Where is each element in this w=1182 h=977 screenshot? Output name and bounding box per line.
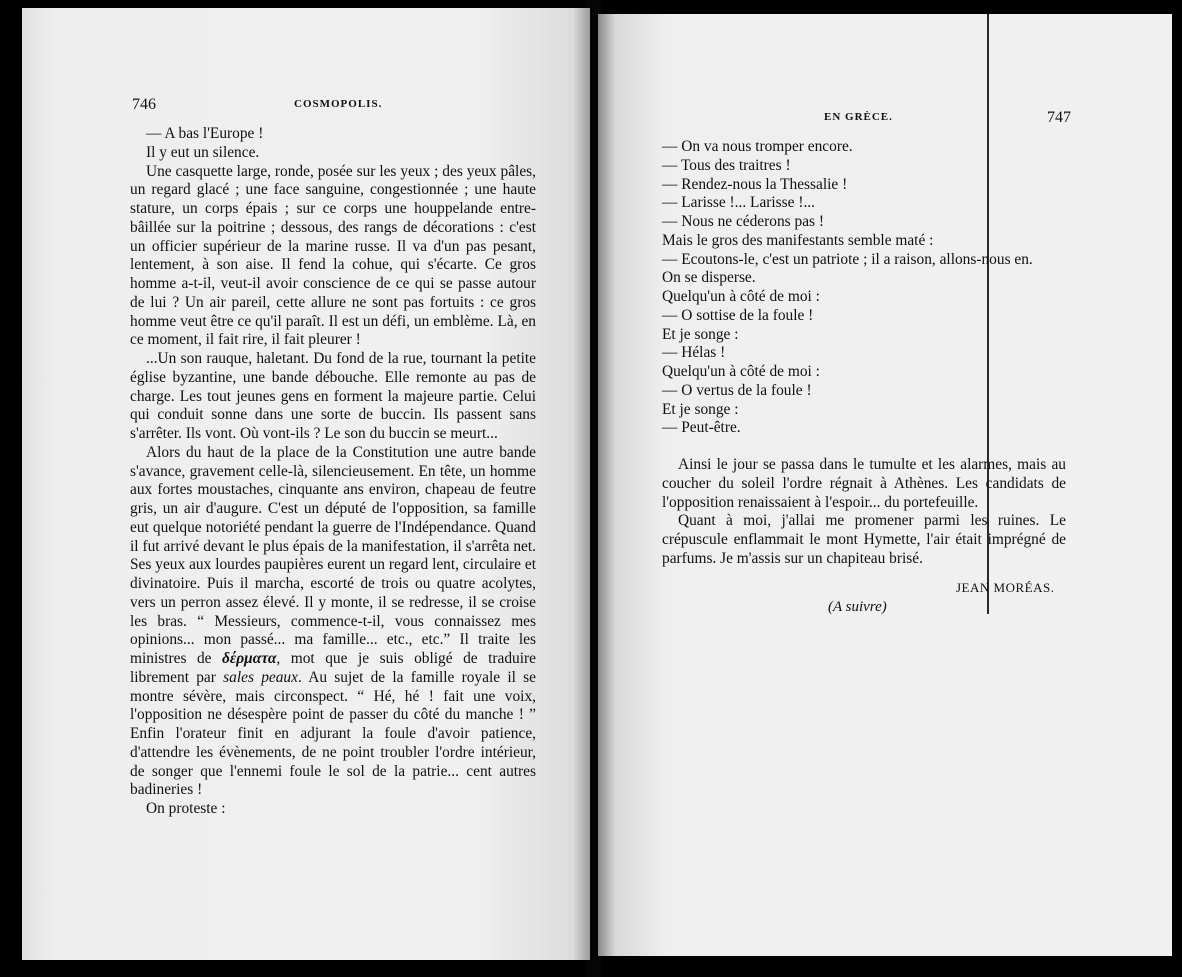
dialogue-line: Mais le gros des manifestants semble maté : bbox=[662, 231, 934, 249]
text-line: Il y eut un silence. bbox=[146, 143, 260, 161]
paragraph: Quant à moi, j'allai me promener parmi les ruines. Le crépuscule enflammait le mont Hymette, l'air était imprégné de parfums. Je m'assis sur un chapiteau brisé. bbox=[662, 512, 1066, 567]
right-page bbox=[598, 14, 1172, 956]
paragraph-part: . Au sujet de la famille royale il se montre sévère, mais circonspect. “ Hé, hé ! fait une voix, l'opposition ne désespère point de passer du côté du manche ! ” Enfin l'orateur finit en adjurant la foule d'avoir patience, d'attendre les évènements, de ne point troubler l'ordre intérieur, de songer que l'ennemi foule le sol de la patrie... cent autres badineries ! bbox=[130, 668, 536, 799]
dialogue-line: Quelqu'un à côté de moi : bbox=[662, 363, 820, 380]
text-line: On proteste : bbox=[146, 800, 226, 817]
running-head-right: EN GRÈCE. bbox=[824, 111, 893, 123]
paragraph-part: , mot que je suis obligé de traduire librement par bbox=[130, 650, 536, 686]
paragraph: Une casquette large, ronde, posée sur les yeux ; des yeux pâles, un regard glacé ; une face sanguine, congestionnée ; une haute stature, un corps épais ; sur ce corps une houppelande entre-bâillée sur la poitrine ; dessous, des rangs de décorations : c'est un officier supérieur de la marine russe. Il va d'un pas pesant, lentement, à son aise. Il fend la cohue, qui s'écarte. Ce gros homme a-t-il, veut-il avoir conscience de ce qui se passe autour de lui ? Un air pareil, cette allure ne sont pas fortuits : ce gros homme veut être ce qu'il paraît. Il est un défi, un emblème. Là, en ce moment, il fait rire, il fait pleurer ! bbox=[130, 162, 536, 349]
dialogue-line: — O vertus de la foule ! bbox=[662, 381, 812, 399]
dialogue-line: Quelqu'un à côté de moi : bbox=[662, 288, 820, 305]
dialogue-line: — Ecoutons-le, c'est un patriote ; il a raison, allons-nous en. bbox=[662, 250, 1033, 268]
dialogue-line: — On va nous tromper encore. bbox=[662, 138, 853, 155]
dialogue-line: — O sottise de la foule ! bbox=[662, 306, 814, 324]
right-page-body bbox=[662, 138, 1066, 569]
paragraph: Ainsi le jour se passa dans le tumulte et les alarmes, mais au coucher du soleil l'ordre régnait à Athènes. Les candidats de l'opposition renaissaient à l'espoir... du portefeuille. bbox=[662, 456, 1066, 511]
running-head-left: COSMOPOLIS. bbox=[294, 98, 383, 110]
dialogue-line: Et je songe : bbox=[662, 400, 739, 418]
dialogue-line: — Larisse !... Larisse !... bbox=[662, 194, 816, 212]
page-number-right: 747 bbox=[1047, 109, 1071, 126]
greek-word: δέρματα bbox=[222, 650, 277, 667]
dialogue-line: On se disperse. bbox=[662, 269, 756, 287]
paragraph: ...Un son rauque, haletant. Du fond de la rue, tournant la petite église byzantine, une bande débouche. Elle remonte au pas de charge. Les tout jeunes gens en forment la majeure partie. Celui qui conduit sonne dans une sorte de buccin. Ils passent sans s'arrêter. Ils vont. Où vont-ils ? Le son du buccin se meurt... bbox=[130, 350, 536, 442]
paragraph bbox=[130, 444, 536, 800]
dialogue-line: Et je songe : bbox=[662, 325, 739, 343]
dialogue-line: — Hélas ! bbox=[662, 344, 726, 362]
continuation-note: (A suivre) bbox=[828, 599, 887, 615]
dialogue-line: — Rendez-nous la Thessalie ! bbox=[662, 175, 848, 193]
page-number-left: 746 bbox=[132, 96, 156, 113]
dialogue-line: — Nous ne céderons pas ! bbox=[662, 213, 824, 230]
italic-phrase: sales peaux bbox=[223, 668, 298, 686]
dialogue-line: — Peut-être. bbox=[662, 419, 741, 437]
left-page-body bbox=[130, 125, 536, 819]
left-page bbox=[22, 8, 590, 960]
text-line: — A bas l'Europe ! bbox=[146, 125, 264, 142]
paragraph-part: Alors du haut de la place de la Constitution une autre bande s'avance, gravement celle-là, silencieusement. En tête, un homme aux fortes moustaches, cinquante ans environ, chapeau de feutre gris, un air d'augure. C'est un député de l'opposition, sa famille eut quelque notoriété pendant la guerre de l'Indépendance. Quand il fut arrivé devant le plus épais de la manifestation, il s'arrêta net. Ses yeux aux lourdes paupières eurent un regard lent, circulaire et divinatoire. Puis il marcha, escorté de trois ou quatre acolytes, vers un perron assez élevé. Il y monte, il se redresse, il se croise les bras. “ Messieurs, commence-t-il, vous connaissez mes opinions... mon passé... ma famille... etc., etc.” Il traite les ministres de bbox=[130, 443, 536, 667]
author-signature: JEAN MORÉAS. bbox=[956, 580, 1055, 595]
dialogue-line: — Tous des traitres ! bbox=[662, 156, 791, 174]
